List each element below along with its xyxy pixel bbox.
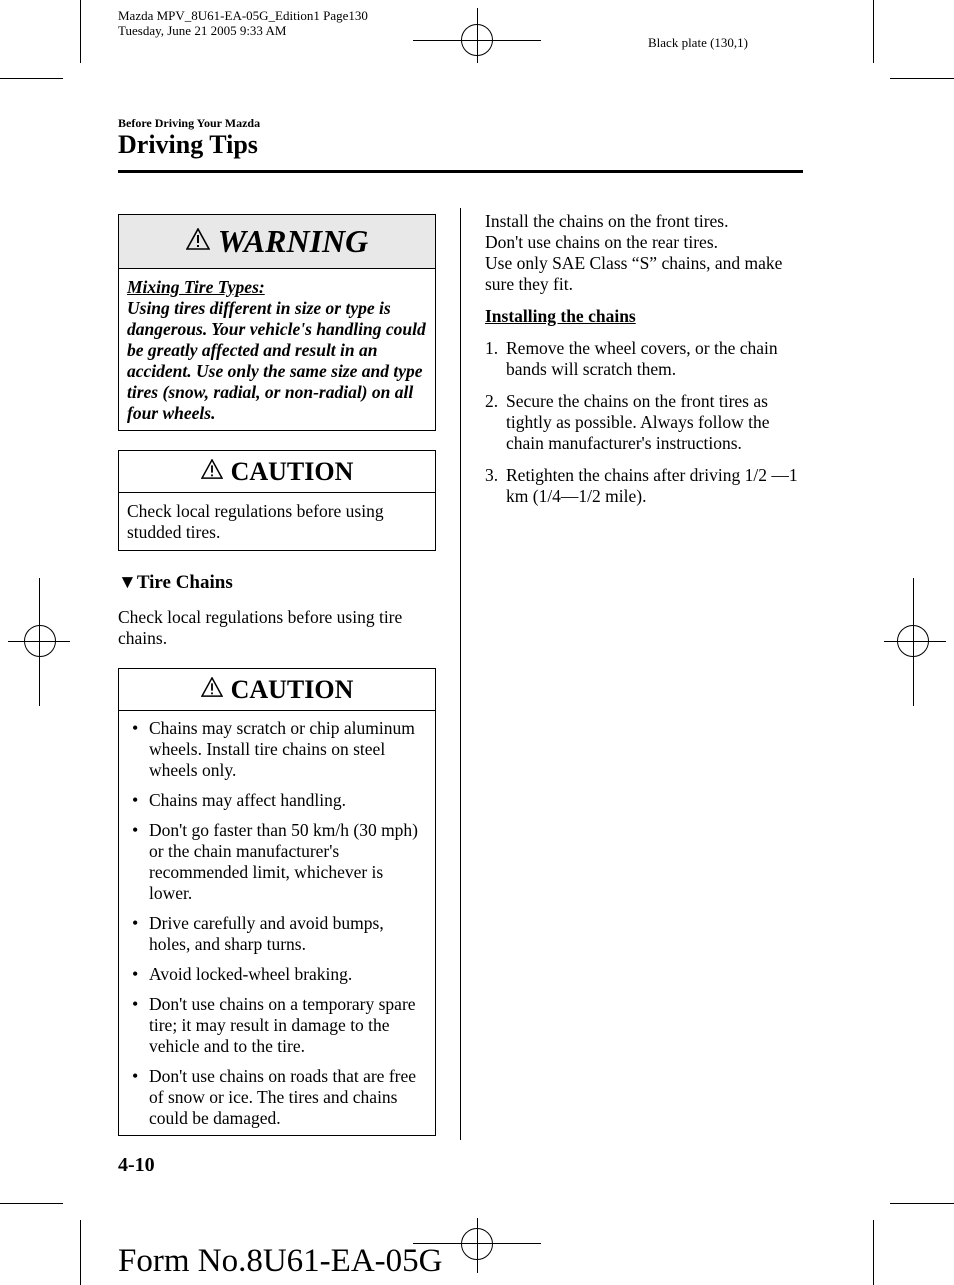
- list-item: [485, 391, 807, 454]
- crop-mark: [0, 78, 63, 79]
- step-text: Remove the wheel covers, or the chain bands will scratch them.: [506, 338, 778, 379]
- list-item: • Don't use chains on roads that are free of snow or ice. The tires and chains could be damaged.: [127, 1066, 427, 1129]
- page-number: 4-10: [118, 1154, 155, 1176]
- list-item: • Don't go faster than 50 km/h (30 mph) or the chain manufacturer's recommended limit, whichever is lower.: [127, 820, 427, 904]
- list-item: • Don't use chains on a temporary spare tire; it may result in damage to the vehicle and to the tire.: [127, 994, 427, 1057]
- caution-list-container: [119, 711, 435, 1137]
- tire-chains-heading-text: Tire Chains: [136, 572, 233, 593]
- crop-mark: [80, 0, 81, 63]
- warning-body: [119, 269, 435, 432]
- caution-bullet-list: [127, 718, 427, 1129]
- file-info: [118, 8, 368, 38]
- section-label: Before Driving Your Mazda: [118, 116, 261, 130]
- step-number: 3.: [485, 465, 499, 485]
- caution-triangle-icon: [201, 459, 223, 484]
- list-item: • Chains may scratch or chip aluminum wheels. Install tire chains on steel wheels only.: [127, 718, 427, 781]
- step-text: Retighten the chains after driving 1/2 ―1 km (1/4―1/2 mile).: [506, 465, 798, 506]
- caution-title: CAUTION: [230, 674, 354, 704]
- caution-header: [119, 451, 435, 493]
- plate-label: Black plate (130,1): [648, 35, 748, 50]
- crop-mark: [0, 1203, 63, 1204]
- list-item: • Drive carefully and avoid bumps, holes, and sharp turns.: [127, 913, 427, 955]
- caution-title: CAUTION: [230, 456, 354, 486]
- warning-header: [119, 215, 435, 269]
- chain-instruction-line3: Use only SAE Class “S” chains, and make sure they fit.: [485, 253, 783, 294]
- list-item: [485, 338, 807, 380]
- form-number: Form No.8U61-EA-05G: [118, 1243, 443, 1279]
- list-item: • Chains may affect handling.: [127, 790, 427, 811]
- title-rule: [118, 170, 803, 173]
- step-text: Secure the chains on the front tires as tightly as possible. Always follow the chain manufacturer's instructions.: [506, 391, 770, 453]
- tire-chains-heading: [118, 572, 233, 594]
- caution-text: Check local regulations before using studded tires.: [127, 501, 384, 542]
- caution-triangle-icon: [201, 677, 223, 702]
- step-number: 1.: [485, 338, 499, 358]
- caution-box-studded: [118, 450, 436, 551]
- tire-chains-intro: Check local regulations before using tire chains.: [118, 607, 403, 648]
- warning-triangle-icon: [186, 228, 210, 255]
- warning-subtitle: Mixing Tire Types:: [127, 277, 265, 297]
- column-divider: [460, 208, 461, 1140]
- installing-chains-heading: Installing the chains: [485, 306, 636, 326]
- crop-mark: [873, 0, 874, 63]
- crop-mark: [80, 1220, 81, 1285]
- page-title: Driving Tips: [118, 130, 258, 159]
- caution-box-chains: [118, 668, 436, 1136]
- crop-mark: [890, 1203, 954, 1204]
- list-item: • Avoid locked-wheel braking.: [127, 964, 427, 985]
- triangle-marker-icon: ▼: [118, 572, 137, 593]
- chain-instruction-line2: Don't use chains on the rear tires.: [485, 232, 719, 252]
- chain-instruction-line1: Install the chains on the front tires.: [485, 211, 729, 231]
- installing-steps-list: [485, 338, 807, 507]
- crop-mark: [890, 78, 954, 79]
- file-info-line1: Mazda MPV_8U61-EA-05G_Edition1 Page130: [118, 8, 368, 23]
- list-item: [485, 465, 807, 507]
- crop-mark: [873, 1220, 874, 1285]
- file-info-line2: Tuesday, June 21 2005 9:33 AM: [118, 23, 287, 38]
- caution-header: [119, 669, 435, 711]
- warning-title: WARNING: [217, 223, 369, 259]
- warning-text: Using tires different in size or type is dangerous. Your vehicle's handling could be greatly affected and result in an accident. Use only the same size and type tires (snow, radial, or non-radial) on all four wheels.: [127, 298, 426, 423]
- right-column: [485, 211, 807, 518]
- warning-box: [118, 214, 436, 431]
- step-number: 2.: [485, 391, 499, 411]
